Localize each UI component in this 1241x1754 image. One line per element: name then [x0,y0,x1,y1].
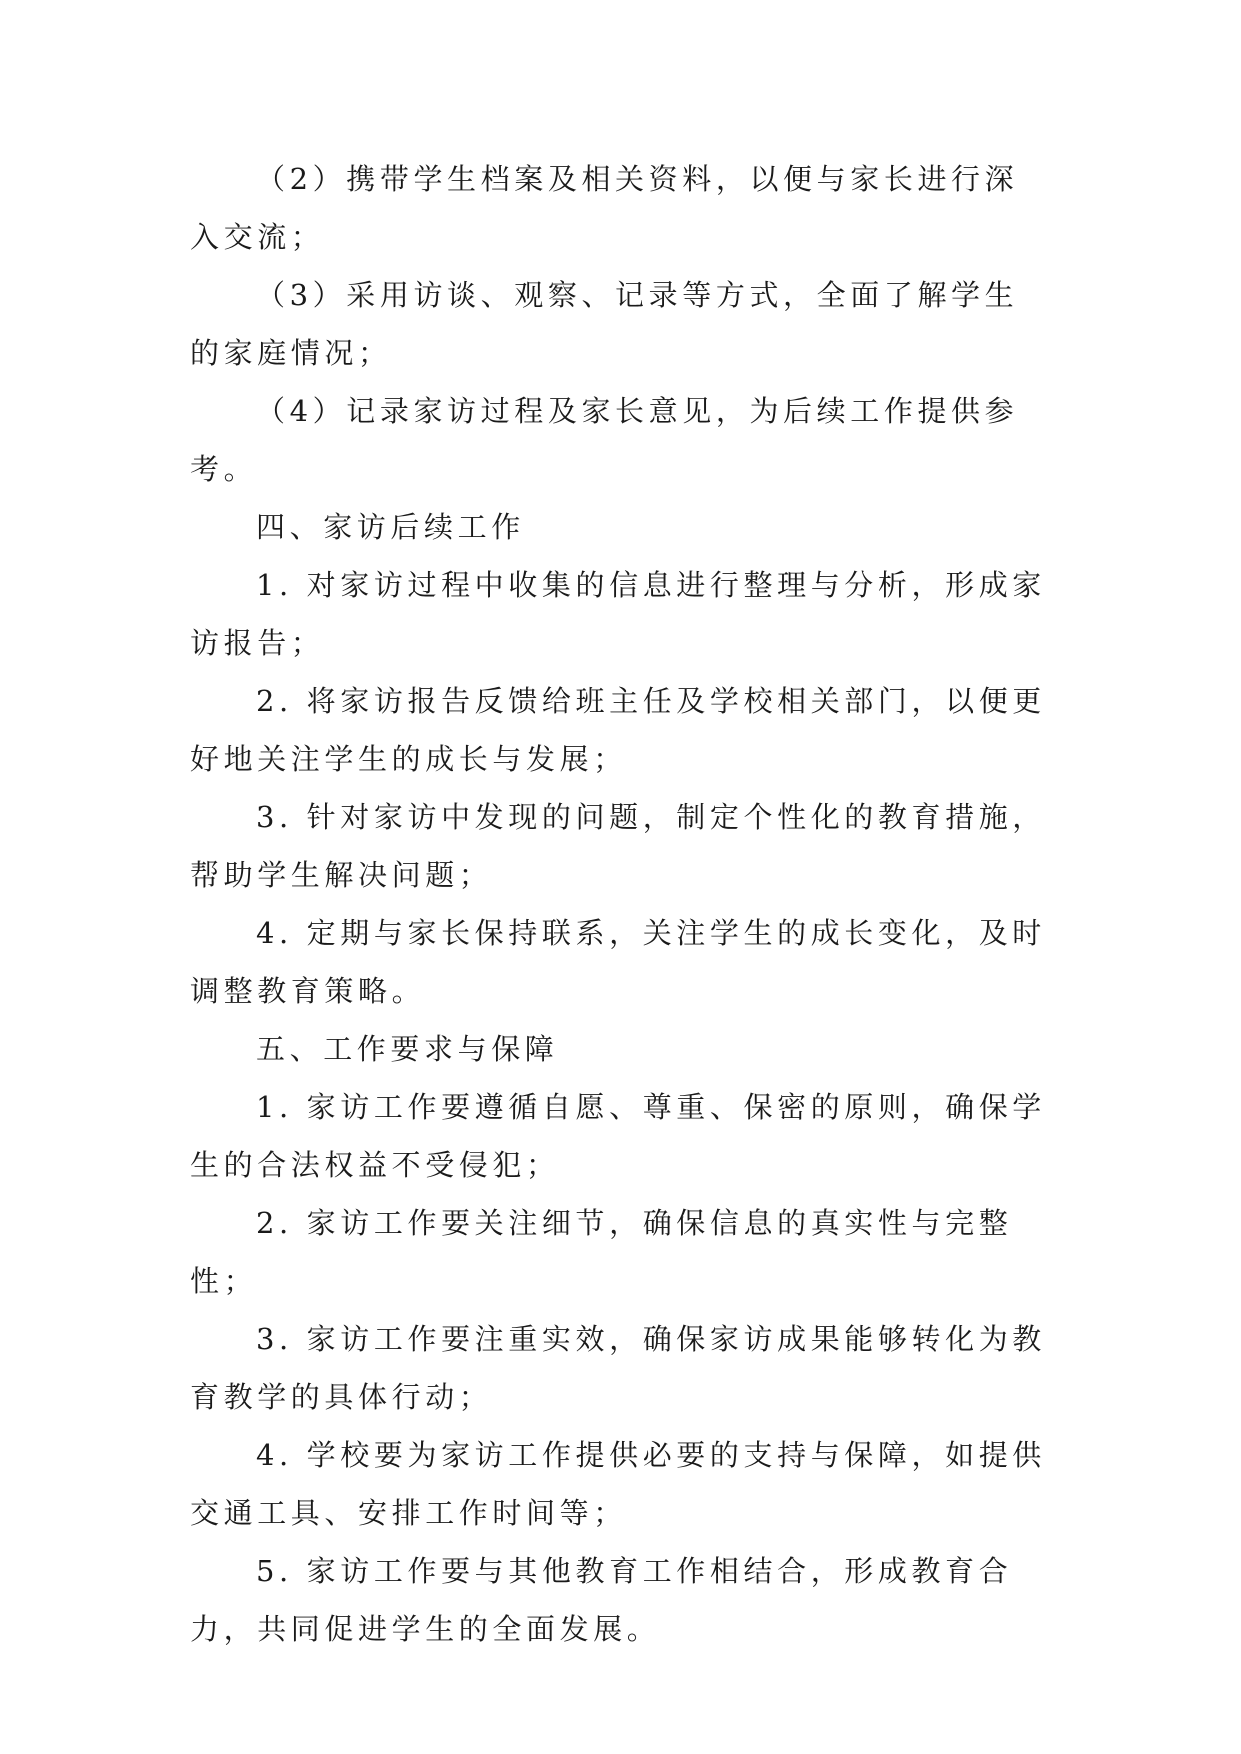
section-heading-4: 四、家访后续工作 [256,510,525,544]
paragraph-followup-2: 2. 将家访报告反馈给班主任及学校相关部门，以便更好地关注学生的成长与发展； [190,684,1046,776]
paragraph-requirement-4: 4. 学校要为家访工作提供必要的支持与保障，如提供交通工具、安排工作时间等； [190,1438,1046,1530]
document-body [190,150,1050,1658]
paragraph-requirement-5: 5. 家访工作要与其他教育工作相结合，形成教育合力，共同促进学生的全面发展。 [190,1554,1013,1646]
paragraph-requirement-1: 1. 家访工作要遵循自愿、尊重、保密的原则，确保学生的合法权益不受侵犯； [190,1090,1046,1182]
paragraph-item-4: （4）记录家访过程及家长意见，为后续工作提供参考。 [190,394,1019,486]
paragraph-item-3: （3）采用访谈、观察、记录等方式，全面了解学生的家庭情况； [190,278,1019,370]
paragraph-followup-4: 4. 定期与家长保持联系，关注学生的成长变化，及时调整教育策略。 [190,916,1046,1008]
paragraph-item-2: （2）携带学生档案及相关资料，以便与家长进行深入交流； [190,162,1019,254]
paragraph-requirement-2: 2. 家访工作要关注细节，确保信息的真实性与完整性； [190,1206,1013,1298]
section-heading-5: 五、工作要求与保障 [256,1032,559,1066]
paragraph-requirement-3: 3. 家访工作要注重实效，确保家访成果能够转化为教育教学的具体行动； [190,1322,1046,1414]
paragraph-followup-3: 3. 针对家访中发现的问题，制定个性化的教育措施，帮助学生解决问题； [190,800,1046,892]
paragraph-followup-1: 1. 对家访过程中收集的信息进行整理与分析，形成家访报告； [190,568,1046,660]
